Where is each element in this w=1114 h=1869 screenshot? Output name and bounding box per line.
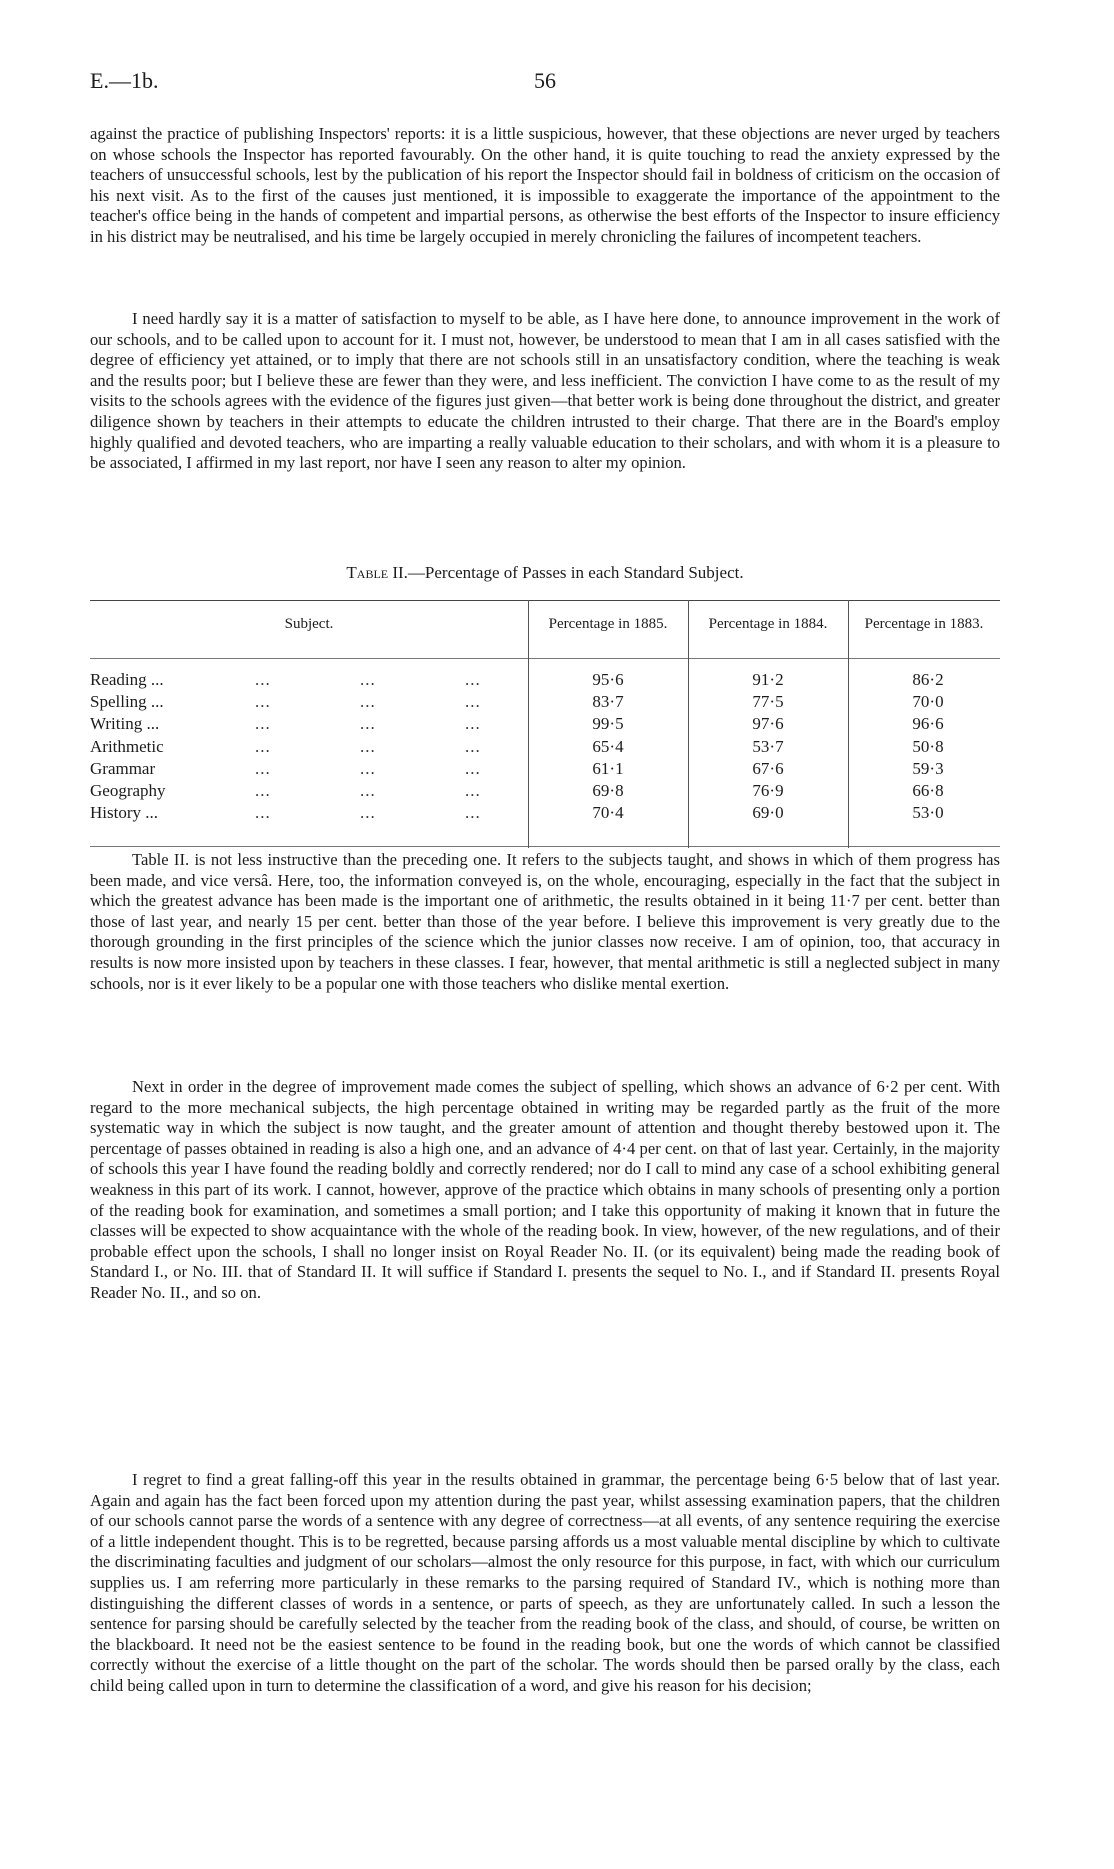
cell-p1884: 76·9 (752, 781, 784, 800)
cell-p1884: 69·0 (752, 803, 784, 823)
cell-subject: Spelling ... (90, 692, 164, 712)
cell-p1885: 65·4 (592, 736, 624, 756)
column-header-1884: Percentage in 1884. (708, 616, 828, 632)
leader-dot-group: ... (255, 758, 271, 778)
leader-dot-group: ... (360, 670, 376, 689)
paragraph: against the practice of publishing Inspectors' reports: it is a little suspicious, however, that these objections are never urged by teachers on whose schools the Inspector has reported favourably. On the other hand, it is quite touching to read the anxiety expressed by the teachers of unsuccessful schools, lest by the publication of his report the Inspector should fail in boldness of criticism on the occasion of his next visit. As to the first of the causes just mentioned, it is impossible to exaggerate the importance of the appointment to the teacher's office being in the hands of competent and impartial persons, as otherwise the best efforts of the Inspector to insure efficiency in his district may be neutralised, and his time be largely occupied in merely chronicling the failures of incompetent teachers. (90, 124, 1000, 246)
cell-subject: Reading ... (90, 670, 164, 689)
cell-subject: History ... (90, 803, 158, 823)
column-header-subject: Subject. (284, 616, 334, 632)
table-top-rule (90, 600, 1000, 601)
paragraph: I regret to find a great falling-off this year in the results obtained in grammar, the percentage being 6·5 below that of last year. Again and again has the fact been forced upon my attention during the past year, whilst assessing examination papers, that the children of our schools cannot parse the words of a sentence with any degree of correctness—at all events, of any sentence requiring the exercise of a little independent thought. This is to be regretted, because parsing affords us a most valuable mental discipline by which to cultivate the discriminating faculties and judgment of our scholars—almost the only resource for this purpose, in fact, with which our curriculum supplies us. I am referring more particularly in these remarks to the parsing required of Standard IV., which is nothing more than distinguishing the different classes of words in a sentence, or parts of speech, as they are unfortunately called. In such a lesson the sentence for parsing should be carefully selected by the teacher from the reading book of the class, and should, of course, be written on the blackboard. It need not be the easiest sentence to be found in the reading book, but one the words of which cannot be classified correctly without the exercise of a little thought on the part of the scholar. The words should then be parsed orally by the class, each child being called upon in turn to determine the classification of a word, and give his reason for his decision; (90, 1470, 1000, 1695)
paragraph: I need hardly say it is a matter of satisfaction to myself to be able, as I have here done, to announce improvement in the work of our schools, and to be called upon to account for it. I must not, however, be understood to mean that I am in all cases satisfied with the degree of efficiency yet attained, or to imply that there are not schools still in an unsatisfactory condition, where the teaching is weak and the results poor; but I believe these are fewer than they were, and less inefficient. The conviction I have come to as the result of my visits to the schools agrees with the evidence of the figures just given—that better work is being done throughout the district, and greater diligence shown by teachers in their attempts to educate the children intrusted to their charge. That there are in the Board's employ highly qualified and devoted teachers, who are imparting a really valuable education to their scholars, and with whom it is a pleasure to be associated, I affirmed in my last report, nor have I seen any reason to alter my opinion. (90, 309, 1000, 473)
leader-dot-group: ... (255, 714, 271, 734)
leader-dot-group: ... (465, 803, 481, 823)
leader-dot-group: ... (360, 736, 376, 756)
leader-dot-group: ... (465, 758, 481, 778)
table-caption-prefix: Table (346, 563, 389, 582)
cell-p1884: 91·2 (752, 670, 784, 689)
table-header-rule (90, 658, 1000, 659)
leader-dot-group: ... (360, 781, 376, 800)
cell-p1885: 70·4 (592, 803, 624, 823)
leader-dot-group: ... (255, 692, 271, 712)
table-row (90, 781, 1000, 803)
cell-p1884: 67·6 (752, 758, 784, 778)
leader-dot-group: ... (360, 714, 376, 734)
cell-subject: Writing ... (90, 714, 160, 734)
leader-dot-group: ... (255, 736, 271, 756)
table-row (90, 670, 1000, 692)
table-caption-text: II.—Percentage of Passes in each Standard Subject. (388, 563, 744, 582)
table-row (90, 759, 1000, 781)
table-caption (90, 563, 1000, 583)
cell-p1885: 83·7 (592, 692, 624, 712)
cell-p1885: 69·8 (592, 781, 624, 800)
leader-dot-group: ... (255, 803, 271, 823)
leader-dot-group: ... (465, 781, 481, 800)
leader-dot-group: ... (255, 781, 271, 800)
leader-dot-group: ... (360, 803, 376, 823)
percentage-table (90, 598, 1000, 848)
table-row (90, 714, 1000, 736)
cell-p1885: 61·1 (592, 758, 624, 778)
page-number: 56 (534, 68, 556, 93)
leader-dot-group: ... (465, 714, 481, 734)
cell-p1884: 53·7 (752, 736, 784, 756)
table-row (90, 803, 1000, 825)
cell-p1884: 77·5 (752, 692, 784, 712)
table-row (90, 737, 1000, 759)
table-bottom-rule (90, 846, 1000, 847)
leader-dot-group: ... (360, 758, 376, 778)
cell-subject: Geography (90, 781, 166, 800)
cell-p1883: 53·0 (912, 803, 944, 823)
cell-p1885: 99·5 (592, 714, 624, 734)
leader-dot-group: ... (465, 670, 481, 689)
leader-dot-group: ... (465, 736, 481, 756)
paragraph: Table II. is not less instructive than the preceding one. It refers to the subjects taught, and shows in which of them progress has been made, and vice versâ. Here, too, the information conveyed is, on the whole, encouraging, especially in the fact that the subject in which the greatest advance has been made is the important one of arithmetic, the results obtained in it being 11·7 per cent. better than those of last year, and nearly 15 per cent. better than those of the year before. I believe this improvement is very greatly due to the thorough grounding in the first principles of the science which the junior classes now receive. I am of opinion, too, that accuracy in results is now more insisted upon by teachers in these classes. I fear, however, that mental arithmetic is still a neglected subject in many schools, nor is it ever likely to be a popular one with those teachers who dislike mental exertion. (90, 850, 1000, 993)
column-header-1885: Percentage in 1885. (548, 616, 668, 632)
cell-subject: Grammar (90, 758, 156, 778)
leader-dot-group: ... (465, 692, 481, 712)
paragraph: Next in order in the degree of improvement made comes the subject of spelling, which shows an advance of 6·2 per cent. With regard to the more mechanical subjects, the high percentage obtained in writing may be regarded partly as the fruit of the more systematic way in which the subject is now taught, and the greater amount of attention and thought thereby bestowed upon it. The percentage of passes obtained in reading is also a high one, and an advance of 4·4 per cent. on that of last year. Certainly, in the majority of schools this year I have found the reading boldly and correctly rendered; nor do I call to mind any case of a school exhibiting general weakness in this part of its work. I cannot, however, approve of the practice which obtains in many schools of presenting only a portion of the reading book for examination, and sometimes a small portion; and I take this opportunity of making it known that in future the classes will be expected to show acquaintance with the whole of the reading book. In view, however, of the new regulations, and of their probable effect upon the schools, I shall no longer insist on Royal Reader No. II. (or its equivalent) being made the reading book of Standard I., or No. III. that of Standard II. It will suffice if Standard I. presents the sequel to No. I., and if Standard II. presents Royal Reader No. II., and so on. (90, 1077, 1000, 1302)
cell-p1883: 50·8 (912, 736, 944, 756)
cell-p1885: 95·6 (592, 670, 624, 689)
column-header-1883: Percentage in 1883. (864, 616, 984, 632)
leader-dot-group: ... (360, 692, 376, 712)
cell-p1883: 59·3 (912, 758, 944, 778)
cell-p1884: 97·6 (752, 714, 784, 734)
page-header (90, 68, 1000, 98)
cell-subject: Arithmetic (90, 736, 164, 756)
table-row (90, 692, 1000, 714)
cell-p1883: 66·8 (912, 781, 944, 800)
leader-dot-group: ... (255, 670, 271, 689)
cell-p1883: 86·2 (912, 670, 944, 689)
cell-p1883: 70·0 (912, 692, 944, 712)
cell-p1883: 96·6 (912, 714, 944, 734)
report-reference: E.—1b. (90, 68, 159, 93)
